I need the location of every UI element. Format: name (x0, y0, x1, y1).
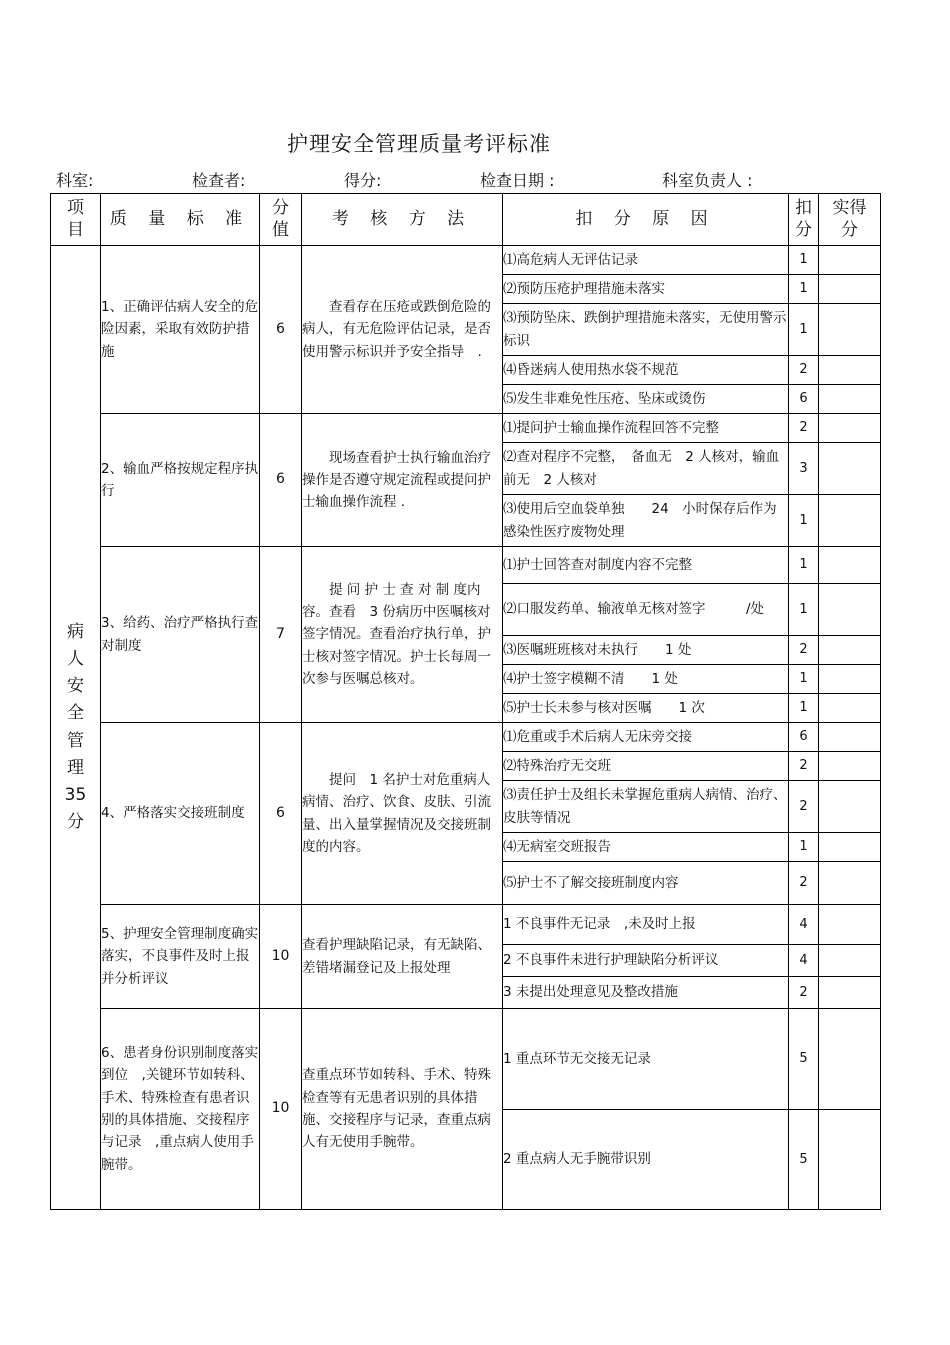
standard-cell: 6、患者身份识别制度落实到位 ,关键环节如转科、手术、特殊检查有患者识别的具体措施、交接程序与记录 ,重点病人使用手腕带。 (101, 1009, 260, 1210)
actual-score-cell (819, 495, 881, 547)
deduct-cell: 1 (789, 275, 819, 304)
deduct-cell: 2 (789, 781, 819, 833)
deduct-cell: 1 (789, 304, 819, 356)
reason-cell: 2 不良事件未进行护理缺陷分析评议 (503, 945, 789, 977)
inspector-label: 检查者: (192, 171, 246, 190)
reason-cell: ⑷无病室交班报告 (503, 833, 789, 862)
actual-score-cell (819, 275, 881, 304)
actual-score-cell (819, 833, 881, 862)
method-cell: 提问 1 名护士对危重病人病情、治疗、饮食、皮肤、引流量、出入量掌握情况及交接班制度的内容。 (302, 723, 503, 905)
reason-cell: ⑵查对程序不完整， 备血无 2 人核对，输血前无 2 人核对 (503, 443, 789, 495)
actual-score-cell (819, 414, 881, 443)
method-cell: 查看存在压疮或跌倒危险的病人，有无危险评估记录，是否使用警示标识并予安全指导 . (302, 246, 503, 414)
deduct-cell: 2 (789, 414, 819, 443)
actual-score-cell (819, 1110, 881, 1210)
header-deduct: 扣 分 (789, 194, 819, 246)
standard-cell: 1、正确评估病人安全的危险因素，采取有效防护措施 (101, 246, 260, 414)
table-row (51, 723, 881, 752)
document-title: 护理安全管理质量考评标准 (287, 132, 551, 156)
department-label: 科室: (56, 171, 94, 190)
actual-score-cell (819, 905, 881, 945)
header-points: 分 值 (260, 194, 302, 246)
actual-score-cell (819, 636, 881, 665)
deduct-cell: 4 (789, 945, 819, 977)
header-reason: 扣 分 原 因 (503, 194, 789, 246)
actual-score-cell (819, 781, 881, 833)
reason-cell: ⑶使用后空血袋单独 24 小时保存后作为感染性医疗废物处理 (503, 495, 789, 547)
deduct-cell: 1 (789, 833, 819, 862)
points-cell: 6 (260, 414, 302, 547)
actual-score-cell (819, 385, 881, 414)
reason-cell: ⑷昏迷病人使用热水袋不规范 (503, 356, 789, 385)
reason-cell: 3 未提出处理意见及整改措施 (503, 977, 789, 1009)
reason-cell: ⑷护士签字模糊不清 1 处 (503, 665, 789, 694)
points-cell: 10 (260, 1009, 302, 1210)
reason-cell: ⑸发生非难免性压疮、坠床或烫伤 (503, 385, 789, 414)
reason-cell: 1 不良事件无记录 ,未及时上报 (503, 905, 789, 945)
table-row (51, 905, 881, 945)
deduct-cell: 1 (789, 547, 819, 584)
actual-score-cell (819, 443, 881, 495)
actual-score-cell (819, 1009, 881, 1110)
points-cell: 6 (260, 246, 302, 414)
actual-score-cell (819, 752, 881, 781)
method-cell: 查看护理缺陷记录，有无缺陷、差错堵漏登记及上报处理 (302, 905, 503, 1009)
method-cell: 现场查看护士执行输血治疗操作是否遵守规定流程或提问护士输血操作流程 . (302, 414, 503, 547)
standard-cell: 2、输血严格按规定程序执行 (101, 414, 260, 547)
meta-row (0, 168, 950, 192)
reason-cell: ⑶预防坠床、跌倒护理措施未落实，无使用警示标识 (503, 304, 789, 356)
method-cell: 提 问 护 士 查 对 制 度内容。查看 3 份病历中医嘱核对签字情况。查看治疗执行单，护士核对签字情况。护士长每周一次参与医嘱总核对。 (302, 547, 503, 723)
reason-cell: ⑴高危病人无评估记录 (503, 246, 789, 275)
reason-cell: ⑸护士不了解交接班制度内容 (503, 862, 789, 905)
actual-score-cell (819, 945, 881, 977)
deduct-cell: 5 (789, 1110, 819, 1210)
deduct-cell: 1 (789, 694, 819, 723)
actual-score-cell (819, 356, 881, 385)
header-row (51, 194, 881, 246)
table-row (51, 414, 881, 443)
actual-score-cell (819, 665, 881, 694)
actual-score-cell (819, 723, 881, 752)
reason-cell: ⑴护士回答查对制度内容不完整 (503, 547, 789, 584)
actual-score-cell (819, 862, 881, 905)
standard-cell: 5、护理安全管理制度确实落实，不良事件及时上报并分析评议 (101, 905, 260, 1009)
reason-cell: ⑵预防压疮护理措施未落实 (503, 275, 789, 304)
deduct-cell: 2 (789, 977, 819, 1009)
table-row (51, 246, 881, 275)
standard-cell: 3、给药、治疗严格执行查对制度 (101, 547, 260, 723)
standard-cell: 4、严格落实交接班制度 (101, 723, 260, 905)
deduct-cell: 2 (789, 636, 819, 665)
actual-score-cell (819, 304, 881, 356)
actual-score-cell (819, 547, 881, 584)
score-label: 得分: (344, 171, 382, 190)
deduct-cell: 3 (789, 443, 819, 495)
reason-cell: ⑶医嘱班班核对未执行 1 处 (503, 636, 789, 665)
deduct-cell: 1 (789, 495, 819, 547)
deduct-cell: 2 (789, 862, 819, 905)
deduct-cell: 5 (789, 1009, 819, 1110)
reason-cell: ⑴提问护士输血操作流程回答不完整 (503, 414, 789, 443)
reason-cell: ⑴危重或手术后病人无床旁交接 (503, 723, 789, 752)
deduct-cell: 1 (789, 246, 819, 275)
points-cell: 6 (260, 723, 302, 905)
reason-cell: ⑸护士长未参与核对医嘱 1 次 (503, 694, 789, 723)
header-item: 项 目 (51, 194, 101, 246)
table-row (51, 1009, 881, 1110)
actual-score-cell (819, 694, 881, 723)
table-row (51, 547, 881, 584)
points-cell: 7 (260, 547, 302, 723)
reason-cell: ⑶责任护士及组长未掌握危重病人病情、治疗、皮肤等情况 (503, 781, 789, 833)
inspection-date-label: 检查日期 : (480, 171, 555, 190)
reason-cell: ⑵特殊治疗无交班 (503, 752, 789, 781)
reason-cell: 2 重点病人无手腕带识别 (503, 1110, 789, 1210)
actual-score-cell (819, 246, 881, 275)
points-cell: 10 (260, 905, 302, 1009)
deduct-cell: 4 (789, 905, 819, 945)
deduct-cell: 2 (789, 356, 819, 385)
deduct-cell: 6 (789, 385, 819, 414)
deduct-cell: 1 (789, 584, 819, 636)
header-method: 考 核 方 法 (302, 194, 503, 246)
reason-cell: ⑵口服发药单、输液单无核对签字 /处 (503, 584, 789, 636)
deduct-cell: 2 (789, 752, 819, 781)
method-cell: 查重点环节如转科、手术、特殊检查等有无患者识别的具体措施、交接程序与记录，查重点病人有无使用手腕带。 (302, 1009, 503, 1210)
actual-score-cell (819, 977, 881, 1009)
evaluation-table (50, 193, 881, 1210)
deduct-cell: 6 (789, 723, 819, 752)
header-actual: 实得 分 (819, 194, 881, 246)
category-cell: 病 人 安 全 管 理 35 分 (51, 246, 101, 1210)
department-head-label: 科室负责人 : (662, 171, 753, 190)
header-standard: 质 量 标 准 (101, 194, 260, 246)
deduct-cell: 1 (789, 665, 819, 694)
reason-cell: 1 重点环节无交接无记录 (503, 1009, 789, 1110)
actual-score-cell (819, 584, 881, 636)
